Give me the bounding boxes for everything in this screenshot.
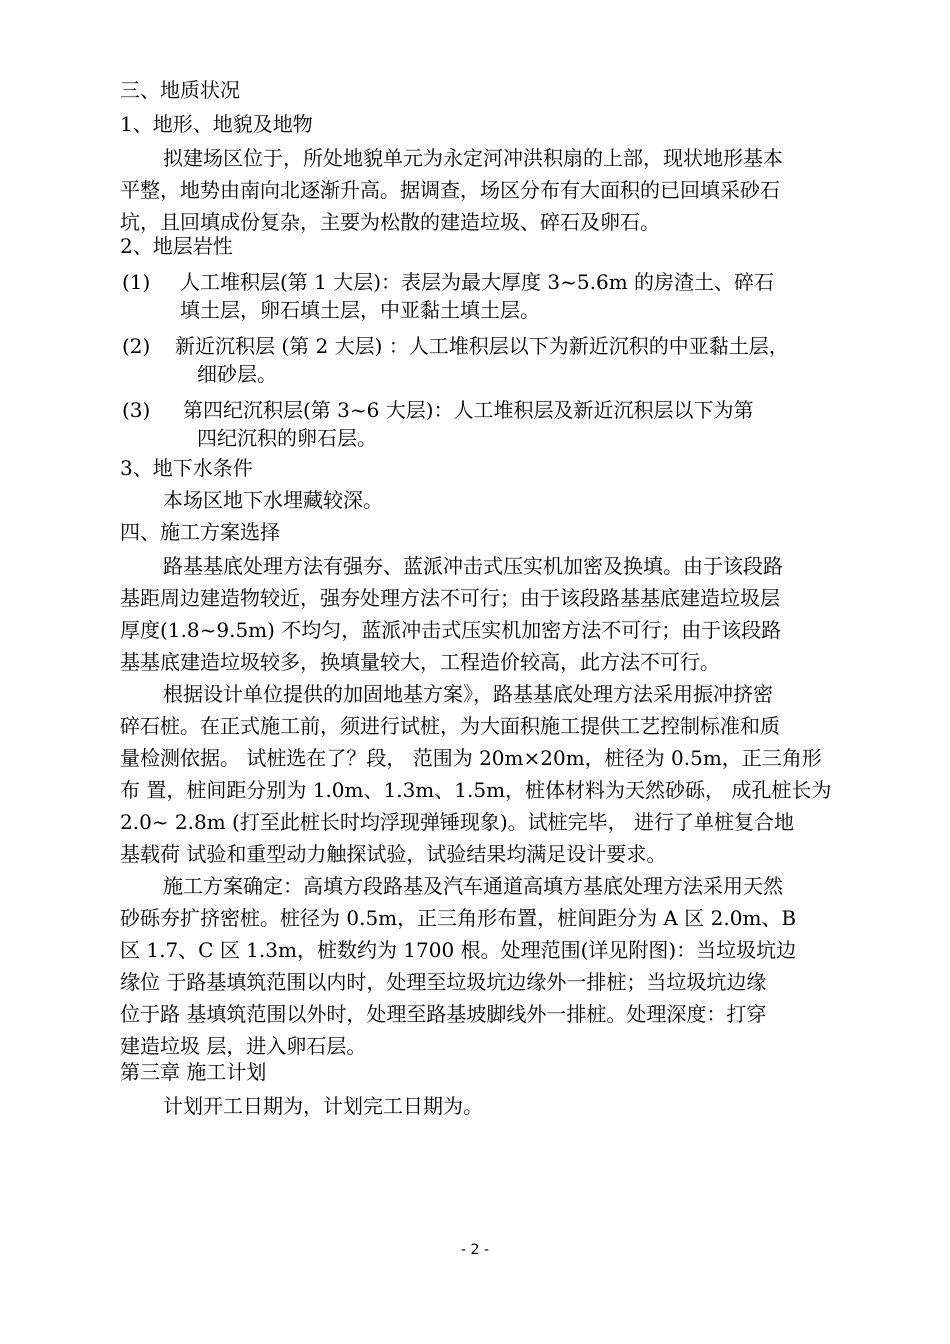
subheading-terrain: 1、地形、地貌及地物 (120, 112, 313, 136)
paragraph-line: 砂砾夯扩挤密桩。桩径为 0.5m，正三角形布置，桩间距分为 A 区 2.0m、B (120, 906, 797, 930)
paragraph-line: 根据设计单位提供的加固地基方案》，路基基底处理方法采用振冲挤密 (163, 682, 773, 706)
paragraph-line: 施工方案确定：高填方段路基及汽车通道高填方基底处理方法采用天然 (163, 874, 783, 898)
paragraph-line: 量检测依据。 试桩选在了？段， 范围为 20m×20m，桩径为 0.5m，正三角形 (120, 746, 822, 770)
paragraph-line: 碎石桩。在正式施工前，须进行试桩，为大面积施工提供工艺控制标准和质 (120, 714, 780, 738)
list-item-line: 第四纪沉积层(第 3~6 大层)：人工堆积层及新近沉积层以下为第 (183, 398, 754, 422)
list-item-line: 四纪沉积的卵石层。 (197, 426, 377, 450)
paragraph-line: 建造垃圾 层，进入卵石层。 (120, 1034, 367, 1058)
list-item-line: 填土层，卵石填土层，中亚黏土填土层。 (180, 298, 540, 322)
paragraph-line: 本场区地下水埋藏较深。 (163, 488, 383, 512)
paragraph-line: 拟建场区位于，所处地貌单元为永定河冲洪积扇的上部，现状地形基本 (163, 146, 783, 170)
paragraph-line: 平整，地势由南向北逐渐升高。据调查，场区分布有大面积的已回填采砂石 (120, 178, 780, 202)
paragraph-line: 计划开工日期为，计划完工日期为。 (163, 1094, 483, 1118)
paragraph-line: 路基基底处理方法有强夯、蓝派冲击式压实机加密及换填。由于该段路 (163, 554, 783, 578)
section-heading-plan: 四、施工方案选择 (120, 520, 280, 544)
paragraph-line: 基基底建造垃圾较多，换填量较大，工程造价较高，此方法不可行。 (120, 650, 720, 674)
page-number: - 2 - (461, 1242, 489, 1258)
paragraph-line: 位于路 基填筑范围以外时，处理至路基坡脚线外一排桩。处理深度：打穿 (120, 1002, 767, 1026)
paragraph-line: 布 置，桩间距分别为 1.0m、1.3m、1.5m，桩体材料为天然砂砾， 成孔桩长为 (120, 778, 832, 802)
paragraph-line: 基载荷 试验和重型动力触探试验，试验结果均满足设计要求。 (120, 842, 667, 866)
list-item-number: (2) (122, 334, 151, 358)
paragraph-line: 区 1.7、C 区 1.3m，桩数约为 1700 根。处理范围(详见附图)：当垃圾坑边 (120, 938, 797, 962)
paragraph-line: 坑，且回填成份复杂，主要为松散的建造垃圾、碎石及卵石。 (120, 210, 660, 234)
list-item-line: 新近沉积层 (第 2 大层) ：人工堆积层以下为新近沉积的中亚黏土层， (175, 334, 789, 358)
section-heading-geology: 三、地质状况 (120, 78, 240, 102)
chapter-heading: 第三章 施工计划 (120, 1060, 267, 1084)
paragraph-line: 2.0~ 2.8m (打至此桩长时均浮现弹锤现象)。试桩完毕， 进行了单桩复合地 (120, 810, 795, 834)
list-item-line: 人工堆积层(第 1 大层)：表层为最大厚度 3~5.6m 的房渣土、碎石 (180, 270, 775, 294)
paragraph-line: 厚度(1.8~9.5m) 不均匀，蓝派冲击式压实机加密方法不可行；由于该段路 (120, 618, 782, 642)
list-item-number: (1) (122, 270, 151, 294)
subheading-groundwater: 3、地下水条件 (120, 456, 253, 480)
list-item-line: 细砂层。 (197, 362, 277, 386)
paragraph-line: 基距周边建造物较近，强夯处理方法不可行；由于该段路基基底建造垃圾层 (120, 586, 780, 610)
paragraph-line: 缘位 于路基填筑范围以内时，处理至垃圾坑边缘外一排桩；当垃圾坑边缘 (120, 970, 767, 994)
subheading-strata: 2、地层岩性 (120, 234, 233, 258)
list-item-number: (3) (122, 398, 151, 422)
